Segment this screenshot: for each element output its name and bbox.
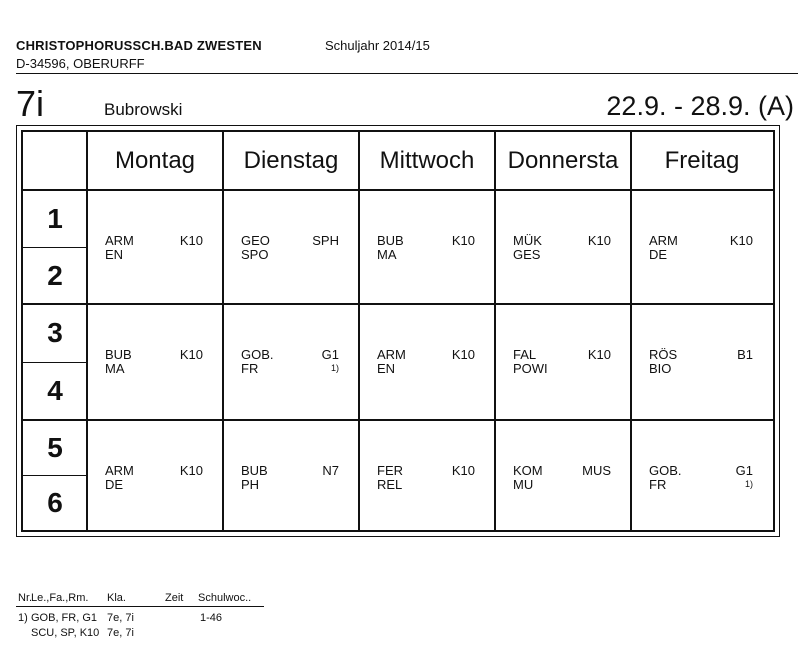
class-code: 7i <box>16 83 45 124</box>
lesson-cell[interactable] <box>359 420 495 530</box>
period-number-1: 1 <box>47 202 63 234</box>
lesson-cell[interactable] <box>87 304 223 420</box>
lesson-subject: ARM <box>105 233 134 248</box>
lesson-room: K10 <box>179 347 203 362</box>
period-number-4: 4 <box>47 375 63 406</box>
lesson-subject: GEO <box>241 233 270 248</box>
lesson-room: MUS <box>582 463 611 478</box>
lesson-cell[interactable] <box>495 304 631 420</box>
day-header-2: Mittwoch <box>379 147 475 174</box>
lesson-subject-2: MA <box>105 361 125 376</box>
legend-cell: GOB, FR, G1 <box>31 612 98 624</box>
lesson-subject: BUB <box>105 347 132 362</box>
lesson-subject-2: MU <box>513 477 534 492</box>
timetable-grid <box>21 130 775 532</box>
lesson-subject-2: SPO <box>241 247 269 262</box>
header-divider <box>16 73 798 74</box>
period-number-5: 5 <box>47 431 63 463</box>
lesson-subject-2: EN <box>377 361 396 376</box>
lesson-subject-2: BIO <box>649 361 672 376</box>
school-name: CHRISTOPHORUSSCH.BAD ZWESTEN <box>16 38 262 53</box>
legend-header-cell: Le.,Fa.,Rm. <box>31 592 89 604</box>
lesson-subject-2: POWI <box>513 361 548 376</box>
lesson-room: B1 <box>737 347 753 362</box>
lesson-room: G1 <box>735 463 753 478</box>
legend-cell: 1-46 <box>200 612 223 624</box>
lesson-subject: RÖS <box>649 347 678 362</box>
legend-cell: 7e, 7i <box>107 612 134 624</box>
lesson-cell[interactable] <box>359 190 495 304</box>
lesson-subject: BUB <box>377 233 404 248</box>
legend-header-cell: Kla. <box>107 592 126 604</box>
lesson-footnote-mark: 1) <box>744 479 753 489</box>
lesson-subject-2: DE <box>649 247 668 262</box>
lesson-cell[interactable] <box>359 304 495 420</box>
lesson-room: K10 <box>729 233 753 248</box>
lesson-cell[interactable] <box>223 190 359 304</box>
timetable <box>16 125 780 537</box>
period-number-2: 2 <box>47 259 63 291</box>
lesson-subject: FER <box>377 463 403 478</box>
lesson-room: K10 <box>451 233 475 248</box>
lesson-subject-2: REL <box>377 477 403 492</box>
lesson-subject-2: EN <box>105 247 124 262</box>
lesson-subject: ARM <box>105 463 134 478</box>
day-header-3: Donnersta <box>507 147 619 174</box>
lesson-subject: FAL <box>513 347 537 362</box>
lesson-subject-2: MA <box>377 247 397 262</box>
lesson-subject: MÜK <box>513 233 542 248</box>
lesson-room: K10 <box>587 347 611 362</box>
lesson-cell[interactable] <box>223 420 359 530</box>
lesson-subject: ARM <box>377 347 406 362</box>
legend-header-cell: Schulwoc.. <box>198 592 252 604</box>
lesson-subject: ARM <box>649 233 678 248</box>
lesson-cell[interactable] <box>631 190 773 304</box>
lesson-room: K10 <box>451 463 475 478</box>
lesson-subject-2: FR <box>649 477 667 492</box>
lesson-subject: KOM <box>513 463 543 478</box>
teacher-name: Bubrowski <box>104 100 183 119</box>
lesson-room: K10 <box>451 347 475 362</box>
period-number-3: 3 <box>47 317 63 348</box>
legend-cell: 1) <box>18 612 28 624</box>
lesson-cell[interactable] <box>87 190 223 304</box>
lesson-room: K10 <box>179 233 203 248</box>
lesson-room: N7 <box>322 463 339 478</box>
lesson-subject-2: PH <box>241 477 260 492</box>
lesson-cell[interactable] <box>223 304 359 420</box>
lesson-subject: GOB. <box>241 347 274 362</box>
lesson-room: K10 <box>179 463 203 478</box>
lesson-cell[interactable] <box>631 304 773 420</box>
day-header-4: Freitag <box>664 147 740 174</box>
period-number-6: 6 <box>47 486 63 518</box>
legend-header-cell: Nr. <box>18 592 33 604</box>
legend-cell: 7e, 7i <box>107 627 134 639</box>
lesson-room: G1 <box>321 347 339 362</box>
legend-header-cell: Zeit <box>165 592 184 604</box>
lesson-cell[interactable] <box>631 420 773 530</box>
legend-cell: SCU, SP, K10 <box>31 627 100 639</box>
school-address: D-34596, OBERURFF <box>16 56 145 71</box>
lesson-room: SPH <box>312 233 339 248</box>
lesson-cell[interactable] <box>495 420 631 530</box>
school-year: Schuljahr 2014/15 <box>325 38 430 53</box>
week-range: 22.9. - 28.9. (A) <box>606 91 794 121</box>
lesson-cell[interactable] <box>87 420 223 530</box>
lesson-room: K10 <box>587 233 611 248</box>
day-header-1: Dienstag <box>243 147 339 174</box>
day-header-0: Montag <box>114 147 196 174</box>
lesson-footnote-mark: 1) <box>330 363 339 373</box>
lesson-cell[interactable] <box>495 190 631 304</box>
lesson-subject: GOB. <box>649 463 682 478</box>
lesson-subject: BUB <box>241 463 268 478</box>
legend-divider <box>16 606 264 607</box>
lesson-subject-2: FR <box>241 361 259 376</box>
lesson-subject-2: GES <box>513 247 541 262</box>
lesson-subject-2: DE <box>105 477 124 492</box>
